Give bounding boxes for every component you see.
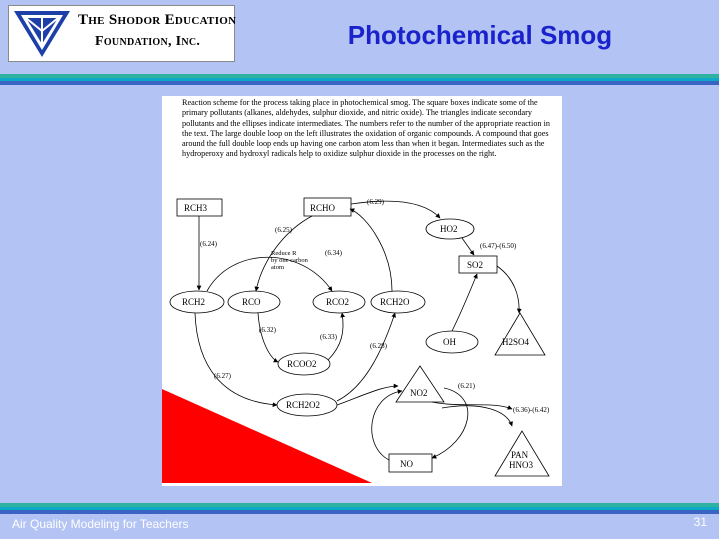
node-rch2o: RCH2O: [380, 297, 410, 307]
ref-6-21: (6.21): [458, 382, 475, 390]
ref-6-28: (6.28): [370, 342, 387, 350]
ref-6-47-6-50: (6.47)-(6.50): [480, 242, 517, 250]
ref-6-29: (6.29): [367, 198, 384, 206]
note-line1: Reduce R: [271, 250, 297, 257]
node-rch3: RCH3: [184, 203, 208, 213]
bottom-divider-band: [0, 510, 719, 514]
ref-6-24: (6.24): [200, 240, 217, 248]
node-pan: PAN: [511, 450, 529, 460]
ref-6-34: (6.34): [325, 249, 342, 257]
ref-6-32: (6.32): [259, 326, 276, 334]
ref-6-25: (6.25): [275, 226, 292, 234]
footer-course-title: Air Quality Modeling for Teachers: [12, 517, 189, 531]
node-rcho: RCHO: [310, 203, 336, 213]
smog-reaction-figure: [162, 96, 562, 486]
arrow-loop-pan: [442, 406, 512, 426]
node-rcoo2: RCOO2: [287, 359, 317, 369]
shodor-triangle-icon: [12, 9, 72, 59]
slide-title: Photochemical Smog: [347, 20, 613, 50]
arrow-rch2-rco2: [207, 257, 332, 291]
shodor-logo: [8, 5, 235, 62]
node-no2: NO2: [410, 388, 428, 398]
node-ho2: HO2: [440, 224, 458, 234]
arrow-rch2o-rcho: [350, 209, 392, 291]
arrow-rco-rcoo2: [258, 313, 278, 362]
page-number: 31: [693, 515, 707, 529]
red-triangle-decoration: [162, 389, 372, 483]
node-so2: SO2: [467, 260, 484, 270]
ref-6-33: (6.33): [320, 333, 337, 341]
reaction-scheme-diagram: [162, 96, 562, 486]
node-no: NO: [400, 459, 413, 469]
figure-caption: Reaction scheme for the process taking place in photochemical smog. The square boxes indicate some of the primary pollutants (alkanes, aldehydes, sulphur dioxide, and nitric oxide). The triangles indicate secondary pollutants and the ellipses indicate intermediates. The numbers refer to the number of the appropriate reaction in the text. The large double loop on the left illustrates the oxidation of organic compounds. A compound that goes around the full double loop ends up having one carbon atom less than when it began. Intermediates such as the hydroperoxy and hydroxyl radicals help to oxidize sulphur dioxide in the processes on the right.: [182, 98, 550, 159]
arrow-so2-h2so4: [497, 266, 519, 313]
node-h2so4-triangle: [495, 313, 545, 355]
node-oh: OH: [443, 337, 456, 347]
node-rco: RCO: [242, 297, 261, 307]
arrow-ho2-so2: [462, 238, 474, 255]
node-hno3: HNO3: [509, 460, 533, 470]
node-rch2o2: RCH2O2: [286, 400, 321, 410]
note-line2: by one carbon: [271, 257, 308, 264]
node-rch2: RCH2: [182, 297, 206, 307]
node-h2so4: H2SO4: [502, 337, 530, 347]
note-line3: atom: [271, 264, 284, 271]
node-rco2: RCO2: [326, 297, 350, 307]
logo-text-line2: Foundation, Inc.: [95, 34, 201, 49]
arrow-oh-so2: [452, 274, 477, 331]
ref-6-36-6-42: (6.36)-(6.42): [513, 406, 550, 414]
top-divider-band: [0, 81, 719, 85]
arrow-rcho-ho2: [351, 201, 440, 218]
logo-text-line1: The Shodor Education: [78, 12, 237, 28]
ref-6-27: (6.27): [214, 372, 231, 380]
